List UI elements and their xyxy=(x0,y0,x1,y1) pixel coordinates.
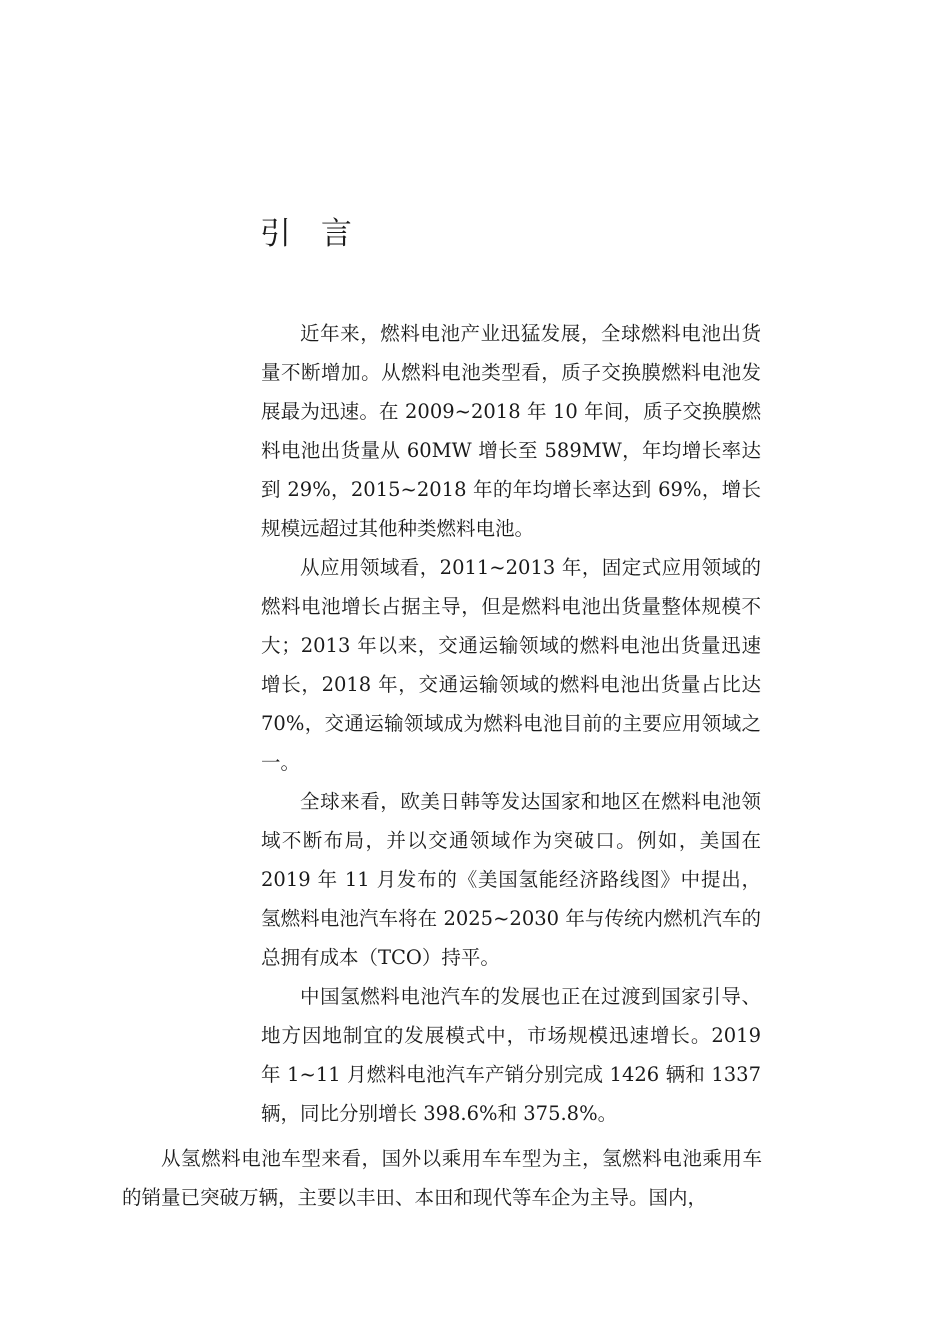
page-title: 引 言 xyxy=(260,216,362,252)
paragraph-5: 从氢燃料电池车型来看，国外以乘用车车型为主，氢燃料电池乘用车的销量已突破万辆，主要以丰田、本田和现代等车企为主导。国内， xyxy=(122,1147,762,1209)
paragraph-2: 从应用领域看，2011~2013 年，固定式应用领域的燃料电池增长占据主导，但是燃料电池出货量整体规模不大；2013 年以来，交通运输领域的燃料电池出货量迅速增长，2018 年，交通运输领域的燃料电池出货量占比达 70%，交通运输领域成为燃料电池目前的主要应用领域之一。 xyxy=(261,556,761,774)
wide-text-block xyxy=(122,1139,762,1217)
body-text xyxy=(261,314,761,1133)
paragraph-3: 全球来看，欧美日韩等发达国家和地区在燃料电池领域不断布局，并以交通领域作为突破口。例如，美国在 2019 年 11 月发布的《美国氢能经济路线图》中提出，氢燃料电池汽车将在 2025~2030 年与传统内燃机汽车的总拥有成本（TCO）持平。 xyxy=(261,790,761,969)
paragraph-4: 中国氢燃料电池汽车的发展也正在过渡到国家引导、地方因地制宜的发展模式中，市场规模迅速增长。2019 年 1~11 月燃料电池汽车产销分别完成 1426 辆和 1337 辆，同比分别增长 398.6%和 375.8%。 xyxy=(261,985,761,1125)
paragraph-1: 近年来，燃料电池产业迅猛发展，全球燃料电池出货量不断增加。从燃料电池类型看，质子交换膜燃料电池发展最为迅速。在 2009~2018 年 10 年间，质子交换膜燃料电池出货量从 60MW 增长至 589MW，年均增长率达到 29%，2015~2018 年的年均增长率达到 69%，增长规模远超过其他种类燃料电池。 xyxy=(261,322,761,540)
